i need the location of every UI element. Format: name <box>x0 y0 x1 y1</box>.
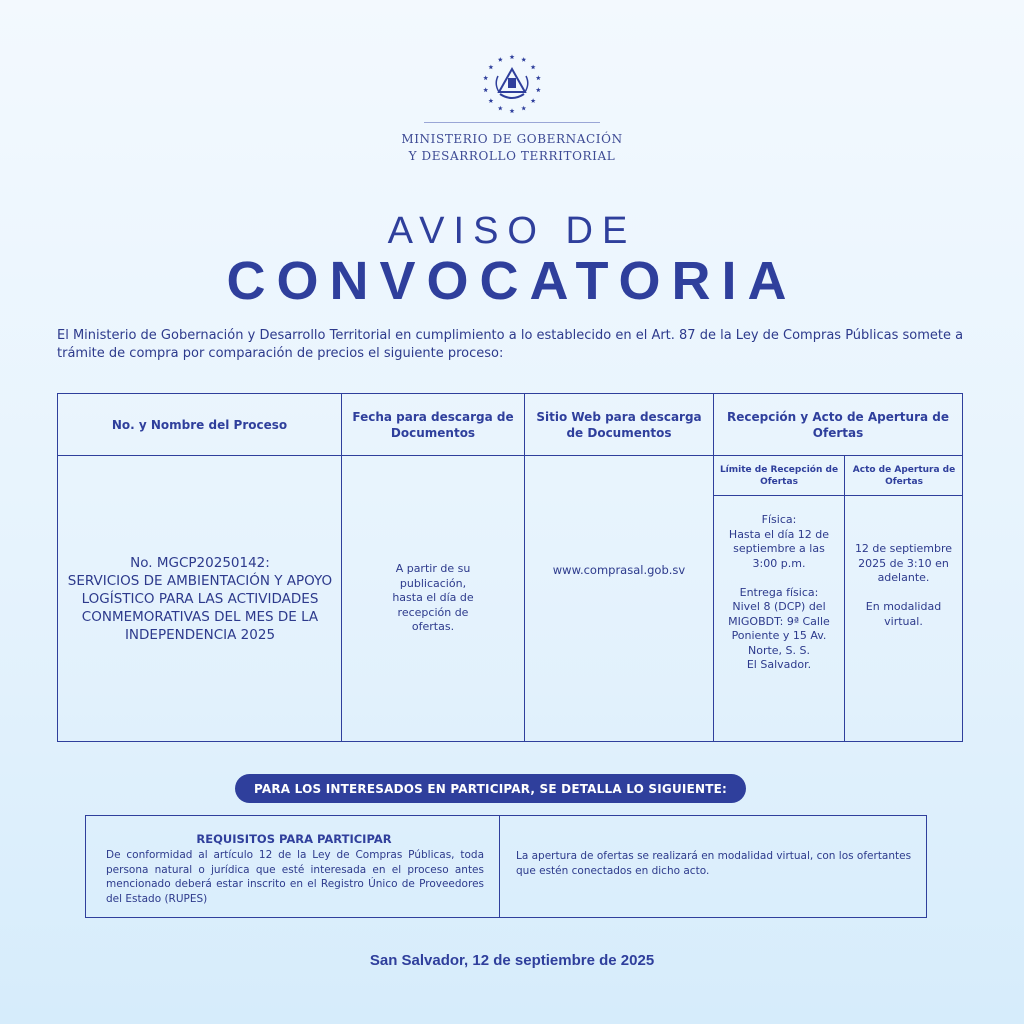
title-line1: AVISO DE <box>387 210 637 252</box>
star-icon <box>536 75 541 80</box>
limit-text: Física: Hasta el día 12 de septiembre a las 3:00 p.m. Entrega física: Nivel 8 (DCP) del MIGOBDT: 9ª Calle Poniente y 15 Av. Norte, S. S. El Salvador. <box>728 513 830 671</box>
download-date-text: A partir de su publicación, hasta el día de recepción de ofertas. <box>392 562 474 634</box>
place-and-date: San Salvador, 12 de septiembre de 2025 <box>369 952 655 969</box>
requirements-box <box>85 815 927 918</box>
star-icon <box>488 65 493 70</box>
star-icon <box>498 57 503 62</box>
virtual-opening-note: La apertura de ofertas se realizará en modalidad virtual, con los ofertantes que estén conectados en dicho acto. <box>516 850 912 877</box>
star-icon <box>483 75 488 80</box>
requirements-divider <box>499 816 500 917</box>
title-line2: CONVOCATORIA <box>226 251 798 311</box>
star-icon <box>488 98 493 103</box>
star-icon <box>483 87 488 92</box>
header-process: No. y Nombre del Proceso <box>111 417 288 432</box>
header-download-date: Fecha para descarga de Documentos <box>352 409 514 440</box>
star-icon <box>510 108 515 113</box>
header-opening: Acto de Apertura de Ofertas <box>852 464 956 487</box>
process-name: No. MGCP20250142: SERVICIOS DE AMBIENTACIÓN Y APOYO LOGÍSTICO PARA LAS ACTIVIDADES CONMEMORATIVAS DEL MES DE LA INDEPENDENCIA 2025 <box>67 554 333 643</box>
intro-paragraph: El Ministerio de Gobernación y Desarrollo Territorial en cumplimiento a lo establecido en el Art. 87 de la Ley de Compras Públicas somete a trámite de compra por comparación de precios el siguiente proceso: <box>57 328 964 361</box>
header-reception: Recepción y Acto de Apertura de Ofertas <box>726 409 949 440</box>
star-icon <box>531 65 536 70</box>
website-link[interactable]: www.comprasal.gob.sv <box>552 563 686 578</box>
star-icon <box>536 87 541 92</box>
requirements-title: REQUISITOS PARA PARTICIPAR <box>196 832 392 846</box>
star-icon <box>521 57 526 62</box>
star-icon <box>498 106 503 111</box>
star-icon <box>531 98 536 103</box>
ministry-name-line1: MINISTERIO DE GOBERNACIÓN <box>401 132 623 146</box>
star-icon <box>510 54 515 59</box>
header-limit: Límite de Recepción de Ofertas <box>719 464 839 487</box>
opening-text: 12 de septiembre 2025 de 3:10 en adelante. En modalidad virtual. <box>854 542 953 628</box>
header-website: Sitio Web para descarga de Documentos <box>536 409 702 440</box>
process-table <box>57 393 963 742</box>
participation-banner: PARA LOS INTERESADOS EN PARTICIPAR, SE DETALLA LO SIGUIENTE: <box>235 774 746 803</box>
ministry-name-line2: Y DESARROLLO TERRITORIAL <box>408 149 616 163</box>
el-salvador-coat-of-arms-icon <box>482 54 542 114</box>
star-icon <box>521 106 526 111</box>
requirements-body: De conformidad al artículo 12 de la Ley de Compras Públicas, toda persona natural o jurídica que esté interesada en el proceso antes mencionado deberá estar inscrito en el Registro Único de Proveedores del Estado (RUPES) <box>106 849 484 905</box>
header-divider <box>424 122 600 123</box>
